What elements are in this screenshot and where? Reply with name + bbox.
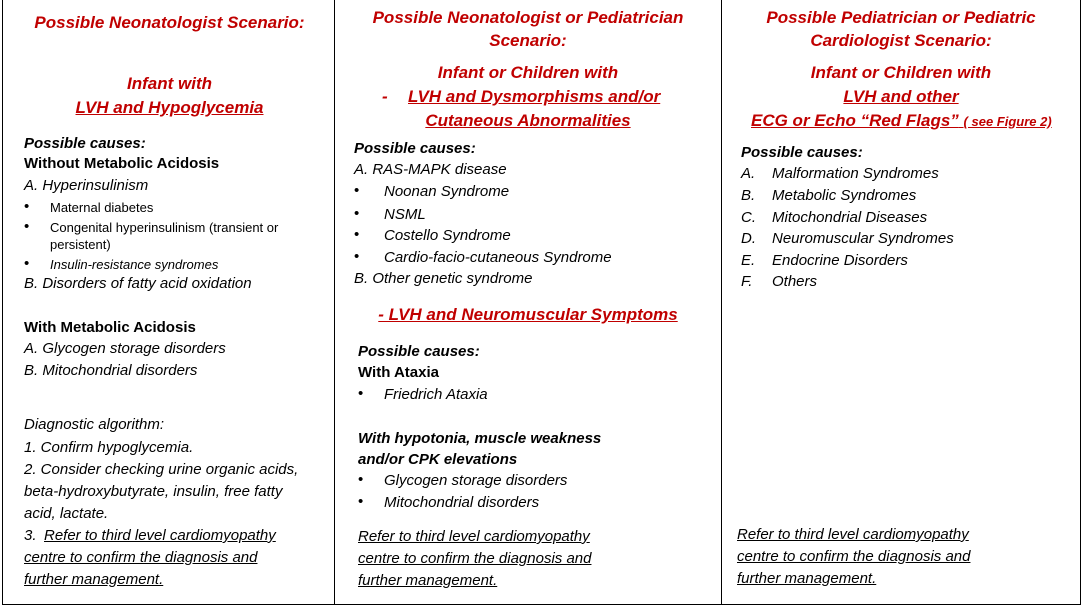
col2-subtitle-dash: -	[382, 87, 388, 106]
col2-glycogen: Glycogen storage disorders	[384, 472, 568, 489]
col3-refer-line3: further management.	[737, 570, 877, 587]
col1-without-acidosis-header: Without Metabolic Acidosis	[24, 155, 220, 172]
col1-algo-step2c: acid, lactate.	[24, 505, 109, 522]
col3-letter-c: C.	[741, 209, 756, 226]
col3-subtitle-line2: LVH and other	[843, 87, 959, 106]
col1-bullet-insulin: Insulin-resistance syndromes	[50, 257, 219, 272]
bullet-icon: •	[24, 218, 30, 235]
col2-title-line1: Possible Neonatologist or Pediatrician	[372, 8, 684, 27]
col3-subtitle-line3	[751, 109, 1052, 134]
col3-subtitle-line1: Infant or Children with	[810, 63, 992, 82]
col1-algo-step3b: centre to confirm the diagnosis and	[24, 549, 258, 566]
col1-subtitle-line1: Infant with	[127, 74, 212, 93]
col2-hypotonia-header2: and/or CPK elevations	[358, 451, 518, 468]
col2-nsml: NSML	[384, 206, 426, 223]
col3-causes-header: Possible causes:	[741, 144, 863, 161]
col2-neuro-title: - LVH and Neuromuscular Symptoms	[378, 305, 678, 324]
col3-letter-b: B.	[741, 187, 756, 204]
col3-item-neuromuscular: Neuromuscular Syndromes	[772, 230, 954, 247]
col3-letter-f: F.	[741, 273, 753, 290]
col2-subtitle-line1: Infant or Children with	[437, 63, 619, 82]
col1-algo-step3-num: 3.	[24, 527, 37, 544]
col2-subtitle-line2: LVH and Dysmorphisms and/or	[408, 87, 661, 106]
col1-algo-header: Diagnostic algorithm:	[24, 416, 165, 433]
col2-refer-line1: Refer to third level cardiomyopathy	[358, 528, 590, 545]
col1-subtitle-line2: LVH and Hypoglycemia	[75, 98, 264, 117]
col3-letter-a: A.	[741, 165, 756, 182]
col2-causes-header: Possible causes:	[354, 140, 476, 157]
col3-letter-e: E.	[741, 252, 756, 269]
col1-with-acidosis-header: With Metabolic Acidosis	[24, 319, 196, 336]
col3-refer-line1: Refer to third level cardiomyopathy	[737, 526, 969, 543]
col2-cardio-facio: Cardio-facio-cutaneous Syndrome	[384, 249, 612, 266]
col3-title-line2: Cardiologist Scenario:	[810, 31, 992, 50]
col2-refer-line3: further management.	[358, 572, 498, 589]
col1-mitochondrial: B. Mitochondrial disorders	[24, 362, 198, 379]
col2-subtitle-line3: Cutaneous Abnormalities	[425, 111, 631, 130]
column-pediatric-cardiologist	[721, 0, 1081, 605]
column-neonatologist-pediatrician	[334, 0, 722, 605]
column-neonatologist	[2, 0, 335, 605]
col3-letter-d: D.	[741, 230, 756, 247]
col1-glycogen: A. Glycogen storage disorders	[24, 340, 226, 357]
col2-other-genetic: B. Other genetic syndrome	[354, 270, 533, 287]
bullet-icon: •	[358, 493, 364, 510]
bullet-icon: •	[354, 205, 360, 222]
col3-item-others: Others	[772, 273, 818, 290]
col1-title: Possible Neonatologist Scenario:	[34, 13, 305, 32]
col2-ataxia-header: With Ataxia	[358, 364, 439, 381]
col1-algo-step3a: Refer to third level cardiomyopathy	[44, 527, 276, 544]
bullet-icon: •	[354, 226, 360, 243]
col3-item-malformation: Malformation Syndromes	[772, 165, 939, 182]
col2-refer-line2: centre to confirm the diagnosis and	[358, 550, 592, 567]
col1-fatty-acid: B. Disorders of fatty acid oxidation	[24, 275, 252, 292]
col3-item-mitochondrial: Mitochondrial Diseases	[772, 209, 928, 226]
col1-algo-step2b: beta-hydroxybutyrate, insulin, free fatty	[24, 483, 283, 500]
bullet-icon: •	[358, 471, 364, 488]
col2-title-line2: Scenario:	[489, 31, 567, 50]
col3-title-line1: Possible Pediatrician or Pediatric	[766, 8, 1036, 27]
col3-refer-line2: centre to confirm the diagnosis and	[737, 548, 971, 565]
col2-ras-mapk: A. RAS-MAPK disease	[354, 161, 507, 178]
col1-algo-step2a: 2. Consider checking urine organic acids,	[24, 461, 299, 478]
bullet-icon: •	[358, 385, 364, 402]
col3-red-flags: ECG or Echo “Red Flags”	[751, 111, 959, 130]
col1-bullet-maternal: Maternal diabetes	[50, 200, 154, 215]
col2-noonan: Noonan Syndrome	[384, 183, 510, 200]
col2-hypotonia-header1: With hypotonia, muscle weakness	[358, 430, 602, 447]
col1-bullet-congenital-cont: persistent)	[50, 237, 111, 252]
col2-causes-header2: Possible causes:	[358, 343, 480, 360]
bullet-icon: •	[24, 255, 30, 272]
bullet-icon: •	[24, 198, 30, 215]
col3-item-endocrine: Endocrine Disorders	[772, 252, 908, 269]
bullet-icon: •	[354, 182, 360, 199]
bullet-icon: •	[354, 248, 360, 265]
col1-algo-step3c: further management.	[24, 571, 164, 588]
col1-causes-header: Possible causes:	[24, 135, 146, 152]
col3-figure-ref: ( see Figure 2)	[963, 114, 1052, 129]
col1-algo-step1: 1. Confirm hypoglycemia.	[24, 439, 194, 456]
col2-friedrich: Friedrich Ataxia	[384, 386, 488, 403]
col1-bullet-congenital: Congenital hyperinsulinism (transient or	[50, 220, 279, 235]
col3-item-metabolic: Metabolic Syndromes	[772, 187, 917, 204]
col2-costello: Costello Syndrome	[384, 227, 511, 244]
col2-mitochondrial: Mitochondrial disorders	[384, 494, 540, 511]
col1-hyperinsulinism: A. Hyperinsulinism	[24, 177, 149, 194]
